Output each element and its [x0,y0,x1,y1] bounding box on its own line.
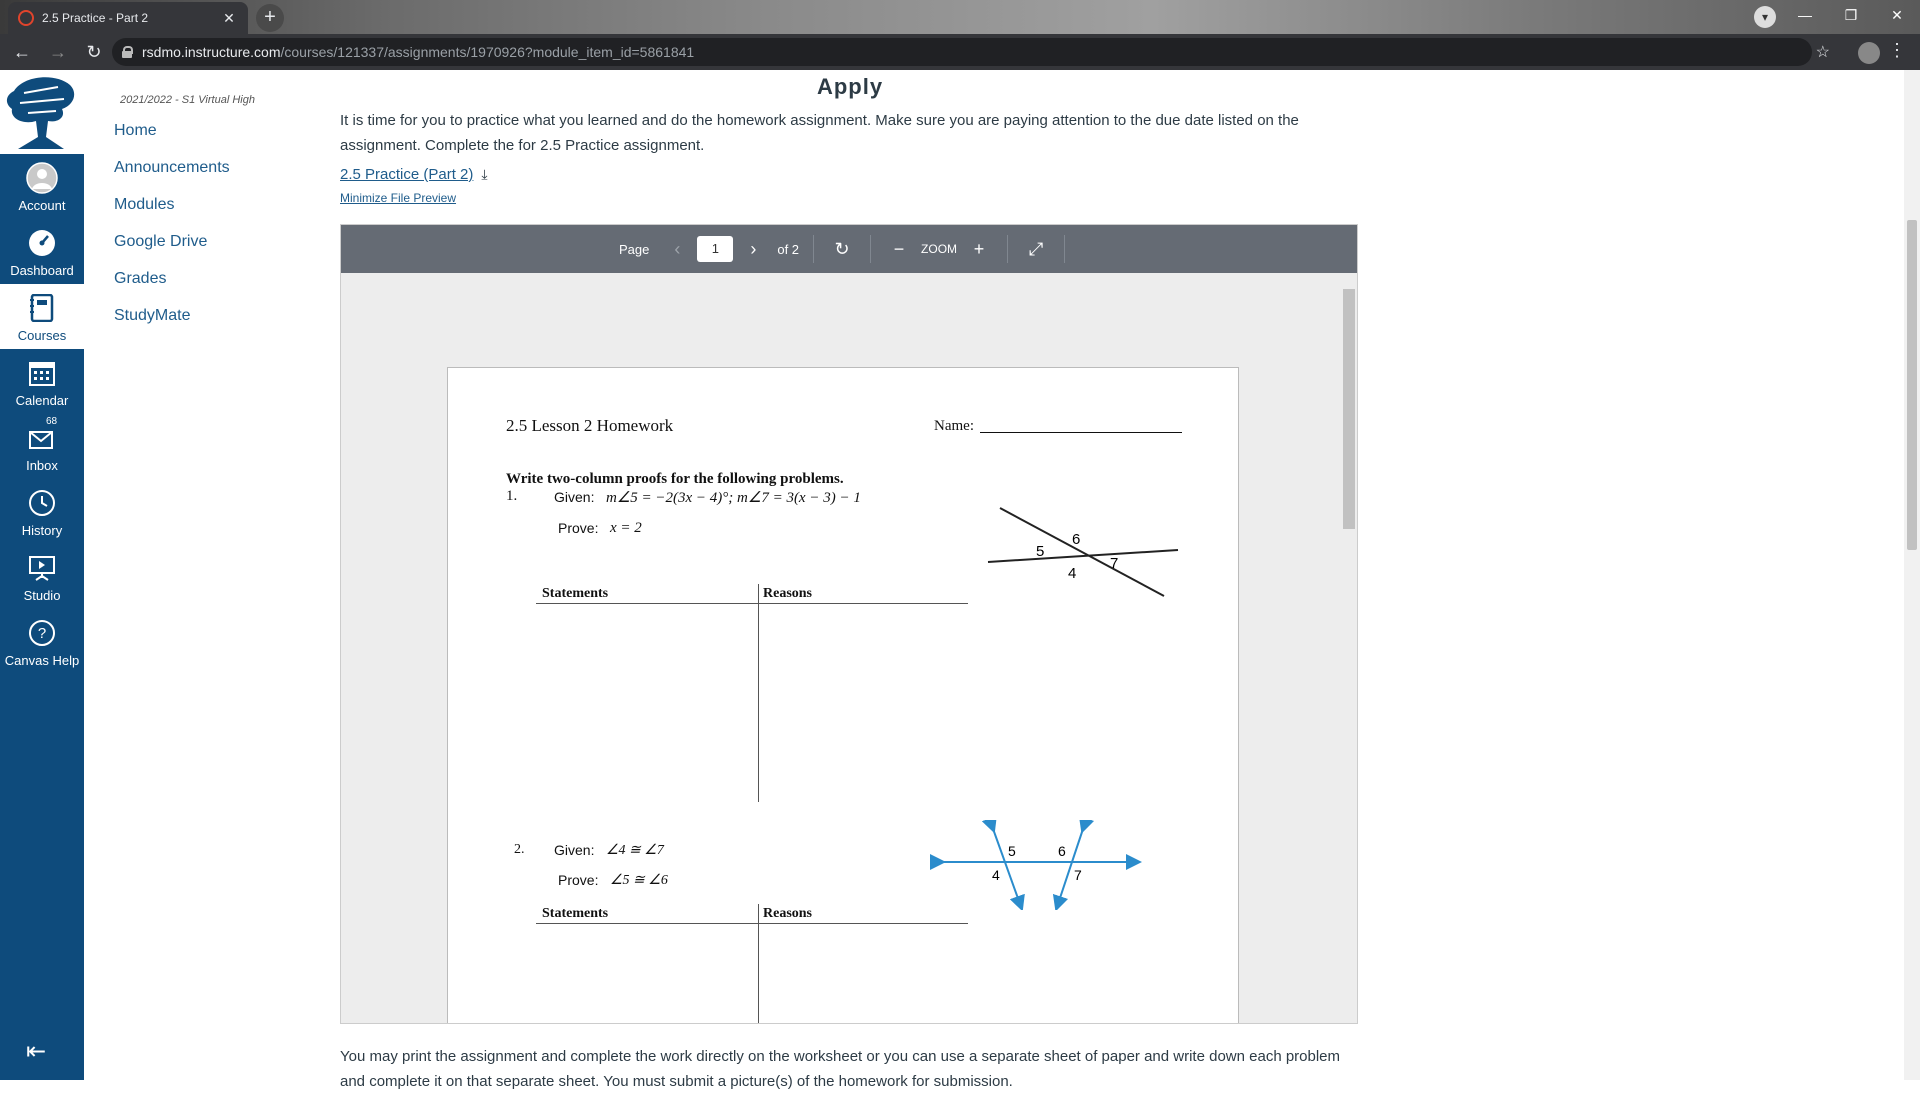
problem-2-given-label: Given: [554,842,595,858]
zoom-in-icon[interactable]: + [973,238,985,259]
angle-label: 6 [1058,843,1066,859]
url-path: /courses/121337/assignments/1970926?module_item_id=5861841 [280,44,695,60]
problem-2-diagram [908,820,1148,910]
canvas-favicon-icon [18,10,34,26]
toolbar-divider [1064,235,1065,263]
intro-paragraph: It is time for you to practice what you learned and do the homework assignment. Make sure you are paying attention to the due date listed on the assignment. Complete the for 2.5 Practice assignment. [340,112,1299,154]
problem-1-prove-label: Prove: [558,520,599,536]
name-line [980,432,1182,433]
global-navigation [0,70,84,1080]
gnav-label: History [21,523,63,538]
page-count: of 2 [777,241,800,257]
gnav-label: Canvas Help [4,653,80,668]
collapse-nav-icon[interactable]: ⇤ [26,1038,47,1065]
browser-toolbar [0,34,1920,70]
angle-label: 4 [992,867,1000,883]
angle-label: 7 [1110,555,1119,572]
gnav-inbox[interactable] [0,414,84,479]
gnav-label: Studio [23,588,61,603]
url-host: rsdmo.instructure.com [142,44,281,60]
fullscreen-icon[interactable]: ⤢ [1028,238,1044,259]
calendar-icon [26,357,58,389]
course-nav-home[interactable]: Home [114,122,157,139]
minimize-preview-link[interactable]: Minimize File Preview [340,191,457,205]
page-label: Page [618,241,650,257]
zoom-out-icon[interactable]: − [893,238,905,259]
proof-table-rule [536,603,968,604]
bookmark-star-icon[interactable]: ☆ [1815,44,1830,61]
account-icon [26,162,58,194]
chrome-profile-icon[interactable]: ▾ [1754,6,1776,28]
page-scrollbar-thumb[interactable] [1907,220,1917,550]
forward-icon[interactable]: → [49,42,67,62]
course-nav-google-drive[interactable]: Google Drive [114,233,208,250]
problem-2-prove: ∠5 ≅ ∠6 [610,873,668,888]
prev-page-icon[interactable]: ‹ [674,238,681,259]
gnav-label: Courses [17,328,67,343]
zoom-label: ZOOM [921,242,958,256]
section-heading: Apply [816,74,884,99]
back-icon[interactable]: ← [13,42,31,62]
angle-label: 5 [1036,543,1045,560]
problem-1-given-label: Given: [554,489,595,505]
gnav-label: Calendar [15,393,69,408]
problem-2-given: ∠4 ≅ ∠7 [606,843,664,858]
viewer-scrollbar-thumb[interactable] [1343,289,1355,529]
file-row [340,166,1360,183]
help-icon [26,617,58,649]
angle-label: 4 [1068,565,1077,582]
outro-paragraph: You may print the assignment and complete the work directly on the worksheet or you can use a separate sheet of paper and write down each problem and complete it on that separate sheet. You must submit a picture(s) of the homework for submission. [340,1048,1341,1090]
viewer-document-area[interactable] [341,273,1357,1023]
course-nav-studymate[interactable]: StudyMate [114,307,191,324]
proof-table-divider [758,904,759,1023]
gnav-account[interactable] [0,154,84,219]
gnav-label: Inbox [26,458,58,473]
problem-1-prove: x = 2 [610,520,642,536]
tab-title: 2.5 Practice - Part 2 [42,11,149,25]
profile-avatar[interactable] [1858,42,1880,64]
gnav-label: Account [18,198,66,213]
course-nav-grades[interactable]: Grades [114,270,167,287]
toolbar-divider [1007,235,1008,263]
download-icon[interactable]: ⤓ [481,166,488,182]
problem-2-prove-label: Prove: [558,872,599,888]
proof-table-divider [758,584,759,802]
studio-icon [26,552,58,584]
toolbar-divider [813,235,814,263]
course-term: 2021/2022 - S1 Virtual High [120,94,255,106]
dashboard-icon [26,227,58,259]
problem-1-diagram [984,504,1184,614]
address-bar[interactable] [112,38,1812,66]
reload-icon[interactable]: ↻ [86,42,102,62]
angle-label: 5 [1008,843,1016,859]
course-navigation [100,70,320,344]
browser-tab-bar [0,0,1920,34]
file-preview-viewer [340,224,1358,1024]
statements-header: Statements [542,586,609,601]
courses-icon [26,292,58,324]
inbox-unread-badge: 68 [46,416,58,427]
instructions: Write two-column proofs for the following problems. [506,471,844,487]
course-nav-announcements[interactable]: Announcements [114,159,230,176]
gnav-studio[interactable] [0,544,84,609]
pdf-page [447,367,1239,1023]
gnav-courses[interactable] [0,284,84,349]
reasons-header: Reasons [763,586,813,601]
lock-icon[interactable] [122,46,132,58]
angle-label: 7 [1074,867,1082,883]
assignment-content [340,70,1360,921]
viewer-toolbar [341,225,1357,273]
school-logo[interactable] [0,70,84,154]
close-window-icon[interactable]: ✕ [1891,6,1903,23]
window-controls [1782,0,1920,30]
problem-1-given: m∠5 = −2(3x − 4)°; m∠7 = 3(x − 3) − 1 [606,490,861,506]
browser-menu-icon[interactable]: ⋮ [1888,40,1906,60]
gnav-history[interactable] [0,479,84,544]
gnav-calendar[interactable] [0,349,84,414]
next-page-icon[interactable]: › [750,238,757,259]
file-link[interactable]: 2.5 Practice (Part 2) [340,166,474,183]
problem-2-number: 2. [514,842,525,857]
svg-text:?: ? [37,625,47,642]
proof-table-rule [536,923,968,924]
gnav-canvas-help[interactable] [0,609,84,674]
page-number-input[interactable]: 1 [697,236,733,262]
browser-tab[interactable] [8,2,248,34]
restore-window-icon[interactable]: ❐ [1844,6,1858,23]
toolbar-divider [870,235,871,263]
course-nav-modules[interactable]: Modules [114,196,175,213]
gnav-dashboard[interactable] [0,219,84,284]
new-tab-button[interactable]: + [256,4,284,32]
tree-logo-icon [4,71,80,153]
rotate-icon[interactable]: ↻ [834,238,850,259]
page-scrollbar[interactable] [1904,70,1920,1080]
viewer-scrollbar[interactable] [1343,281,1355,1021]
minimize-window-icon[interactable]: — [1798,7,1812,23]
angle-label: 6 [1072,531,1081,548]
close-tab-icon[interactable]: ✕ [223,9,235,26]
worksheet-title: 2.5 Lesson 2 Homework [506,416,674,435]
history-icon [26,487,58,519]
reasons-header: Reasons [763,906,813,921]
statements-header: Statements [542,906,609,921]
gnav-label: Dashboard [10,263,74,278]
name-label: Name: [934,418,974,434]
problem-1-number: 1. [506,488,518,504]
